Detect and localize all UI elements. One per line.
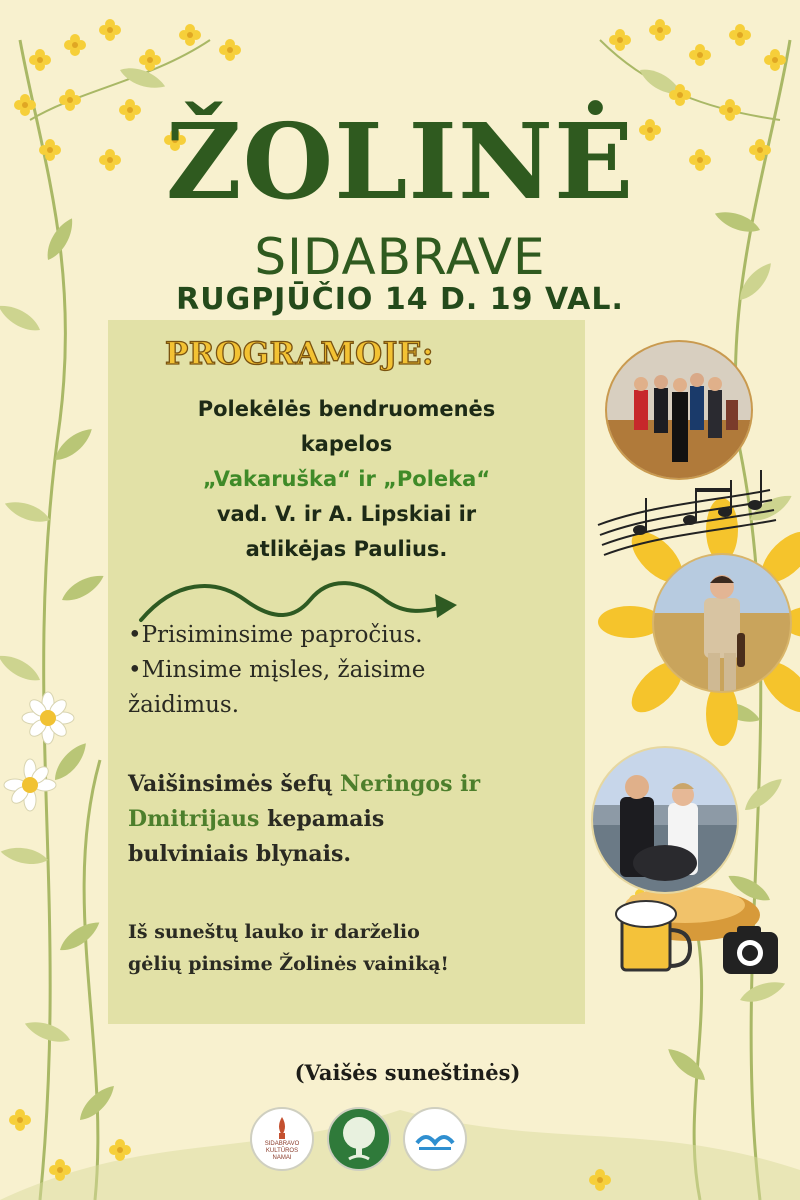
community-tree-logo: [327, 1107, 391, 1171]
logo-label-3: NAMAI: [272, 1155, 292, 1161]
cultural-center-logo: [250, 1107, 314, 1171]
band-photo: [604, 340, 754, 480]
tree-icon: [329, 1109, 389, 1169]
meal-tail-2: bulviniais blynais.: [128, 841, 352, 867]
meal-tail-1: kepamais: [259, 806, 385, 832]
activities-list: [128, 618, 568, 723]
performers-block: [110, 392, 583, 567]
performers-line-4: vad. V. ir A. Lipskiai ir: [216, 502, 477, 526]
potluck-note: (Vaišės suneštinės): [294, 1060, 521, 1085]
meal-text: [128, 767, 568, 872]
chef-names-2: Dmitrijaus: [128, 806, 260, 832]
program-heading: PROGRAMOJE:: [165, 336, 434, 372]
chefs-photo: [590, 745, 740, 895]
list-item: •Minsime mįsles, žaisime: [128, 657, 426, 683]
library-logo: [403, 1107, 467, 1171]
performers-line-1: Polekėlės bendruomenės: [197, 397, 496, 421]
page-title: ŽOLINĖ: [165, 100, 635, 223]
wreath-text: [128, 916, 568, 980]
chef-names-1: Neringos ir: [339, 771, 481, 797]
singer-photo: [652, 553, 792, 693]
event-date-time: RUGPJŪČIO 14 D. 19 VAL.: [176, 282, 624, 317]
meal-lead: Vaišinsimės šefų: [128, 771, 340, 797]
book-wave-icon: [405, 1109, 465, 1169]
performers-line-2: kapelos: [300, 432, 393, 456]
wreath-line-1: Iš suneštų lauko ir darželio: [128, 921, 420, 943]
logo-label-2: KULTŪROS: [265, 1148, 299, 1154]
location-subtitle: SIDABRAVE: [254, 228, 546, 286]
list-item: žaidimus.: [128, 692, 240, 718]
logo-label-1: SIDABRAVO: [264, 1141, 300, 1147]
list-item: •Prisiminsime papročius.: [128, 622, 423, 648]
performers-line-5: atlikėjas Paulius.: [245, 537, 448, 561]
bands-names: „Vakaruška“ ir „Poleka“: [202, 467, 491, 491]
wreath-line-2: gėlių pinsime Žolinės vainiką!: [128, 953, 449, 975]
